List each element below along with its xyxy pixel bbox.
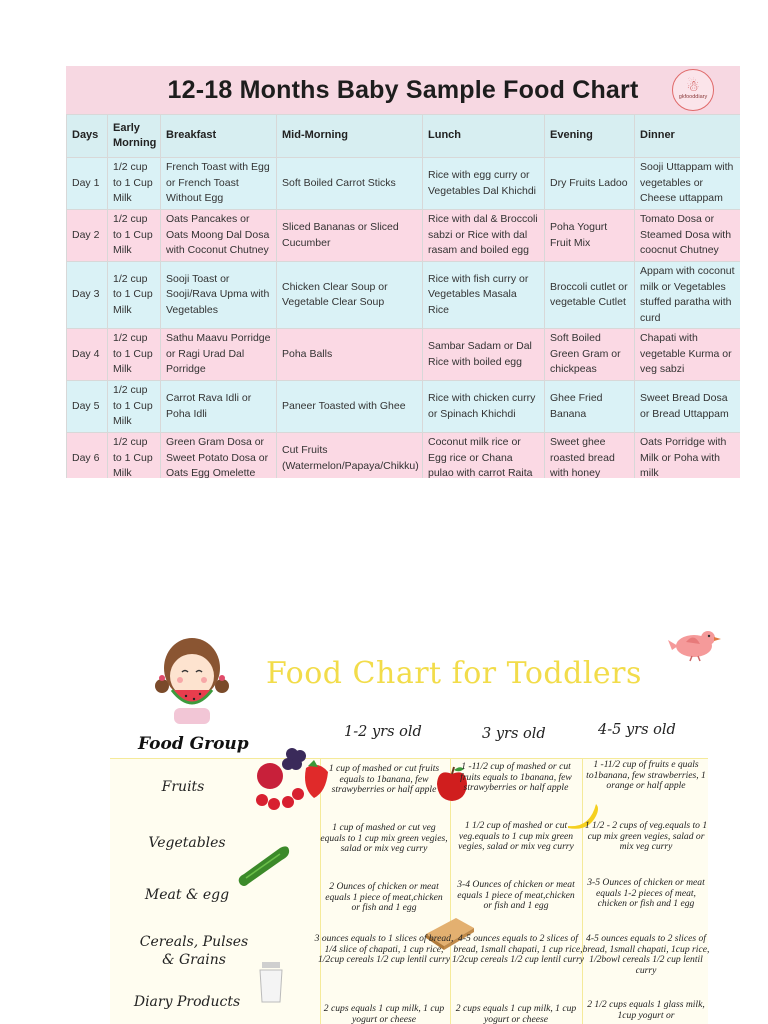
table-cell: Chapati with vegetable Kurma or veg sabzi: [635, 329, 741, 381]
table-cell: Ghee Fried Banana: [545, 381, 635, 433]
food-group-fruits: Fruits: [161, 779, 205, 795]
table-cell: Sweet ghee roasted bread with honey: [545, 433, 635, 479]
table-row: [67, 210, 741, 262]
chart-title: 12-18 Months Baby Sample Food Chart: [167, 75, 639, 104]
table-cell: Rice with egg curry or Vegetables Dal Khichdi: [423, 158, 545, 210]
table-cell: Green Gram Dosa or Sweet Potato Dosa or Oats Egg Omelette: [161, 433, 277, 479]
table-row: [67, 381, 741, 433]
serving-cell: 2 Ounces of chicken or meat equals 1 piece of meat,chicken or fish and 1 egg: [325, 881, 443, 914]
table-cell: Day 4: [67, 329, 108, 381]
table-cell: Rice with fish curry or Vegetables Masala Rice: [423, 262, 545, 329]
table-row: [67, 262, 741, 329]
table-cell: Sambar Sadam or Dal Rice with boiled egg: [423, 329, 545, 381]
table-cell: Dry Fruits Ladoo: [545, 158, 635, 210]
table-cell: 1/2 cup to 1 Cup Milk: [108, 433, 161, 479]
table-cell: French Toast with Egg or French Toast Without Egg: [161, 158, 277, 210]
table-cell: 1/2 cup to 1 Cup Milk: [108, 158, 161, 210]
table-row: [67, 329, 741, 381]
serving-cell: 3-4 Ounces of chicken or meat equals 1 piece of meat,chicken or fish and 1 egg: [457, 879, 575, 912]
column-header: Dinner: [635, 115, 741, 158]
table-row: [67, 158, 741, 210]
table-cell: 1/2 cup to 1 Cup Milk: [108, 329, 161, 381]
table-cell: Sweet Bread Dosa or Bread Uttappam: [635, 381, 741, 433]
table-cell: 1/2 cup to 1 Cup Milk: [108, 210, 161, 262]
table-cell: Day 2: [67, 210, 108, 262]
table-cell: Day 3: [67, 262, 108, 329]
table-cell: Soft Boiled Carrot Sticks: [277, 158, 423, 210]
table-cell: 1/2 cup to 1 Cup Milk: [108, 262, 161, 329]
serving-cell: 2 1/2 cups equals 1 glass milk, 1cup yogurt or: [587, 999, 705, 1021]
table-cell: Sooji Toast or Sooji/Rava Upma with Vegetables: [161, 262, 277, 329]
table-cell: Soft Boiled Green Gram or chickpeas: [545, 329, 635, 381]
serving-cell: 1 -11/2 cup of fruits e quals to1banana, few strawberries, 1 orange or half apple: [586, 759, 706, 792]
age-column-header: 3 yrs old: [482, 726, 546, 742]
serving-cell: 4-5 ounces equals to 2 slices of bread, 1small chapati, 1cup rice, 1/2bowl cereals 1/2 cup lentil curry: [582, 933, 710, 976]
table-cell: Oats Pancakes or Oats Moong Dal Dosa with Coconut Chutney: [161, 210, 277, 262]
table-cell: Oats Porridge with Milk or Poha with milk: [635, 433, 741, 479]
food-group-heading: Food Group: [138, 734, 249, 754]
serving-cell: 3 ounces equals to 1 slices of bread, 1/4 slice of chapati, 1 cup rice, 1/2cup cereals 1/2 cup lentil curry: [314, 933, 454, 966]
teddy-bear-icon: ☃: [686, 78, 700, 95]
serving-cell: 1 1/2 cup of mashed or cut veg.equals to 1 cup mix green vegies, salad or mix veg curry: [458, 820, 574, 853]
age-column-header: 1-2 yrs old: [344, 724, 422, 740]
toddler-chart-title: Food Chart for Toddlers: [266, 656, 642, 691]
food-group-vegetables: Vegetables: [148, 835, 226, 851]
serving-cell: 3-5 Ounces of chicken or meat equals 1-2 pieces of meat, chicken or fish and 1 egg: [587, 877, 705, 910]
table-cell: Appam with coconut milk or Vegetables stuffed paratha with curd: [635, 262, 741, 329]
table-cell: Sooji Uttappam with vegetables or Cheese uttappam: [635, 158, 741, 210]
girl-eating-watermelon-illustration: [150, 622, 234, 726]
table-cell: 1/2 cup to 1 Cup Milk: [108, 381, 161, 433]
serving-cell: 1 cup of mashed or cut veg equals to 1 cup mix green vegies, salad or mix veg curry: [320, 822, 448, 855]
table-cell: Day 5: [67, 381, 108, 433]
milk-bottle-illustration: [254, 958, 288, 1004]
table-cell: Poha Balls: [277, 329, 423, 381]
logo-text: gkfooddiary: [678, 94, 708, 100]
table-cell: Coconut milk rice or Egg rice or Chana pulao with carrot Raita: [423, 433, 545, 479]
baby-food-chart: [66, 66, 740, 478]
table-cell: Day 1: [67, 158, 108, 210]
table-cell: Rice with dal & Broccoli sabzi or Rice with dal rasam and boiled egg: [423, 210, 545, 262]
column-header: Evening: [545, 115, 635, 158]
column-header: Early Morning: [108, 115, 161, 158]
column-header: Lunch: [423, 115, 545, 158]
table-cell: Day 6: [67, 433, 108, 479]
table-cell: Sliced Bananas or Sliced Cucumber: [277, 210, 423, 262]
brand-logo: [672, 69, 714, 111]
table-cell: Cut Fruits (Watermelon/Papaya/Chikku): [277, 433, 423, 479]
chart-header: [66, 66, 740, 114]
table-header-row: [67, 115, 741, 158]
table-cell: Broccoli cutlet or vegetable Cutlet: [545, 262, 635, 329]
table-cell: Chicken Clear Soup or Vegetable Clear Soup: [277, 262, 423, 329]
table-cell: Rice with chicken curry or Spinach Khichdi: [423, 381, 545, 433]
column-header: Mid-Morning: [277, 115, 423, 158]
food-chart-table: [66, 114, 740, 478]
serving-cell: 1 1/2 - 2 cups of veg.equals to 1 cup mix green vegies, salad or mix veg curry: [584, 820, 708, 853]
serving-cell: 1 cup of mashed or cut fruits equals to 1banana, few strawyberries or half apple: [328, 763, 440, 796]
cucumber-illustration: [234, 842, 292, 890]
table-cell: Carrot Rava Idli or Poha Idli: [161, 381, 277, 433]
toddler-food-chart: [108, 618, 740, 1024]
age-column-header: 4-5 yrs old: [598, 722, 676, 738]
column-header: Breakfast: [161, 115, 277, 158]
food-group-dairy: Diary Products: [133, 994, 241, 1010]
table-cell: Paneer Toasted with Ghee: [277, 381, 423, 433]
table-cell: Poha Yogurt Fruit Mix: [545, 210, 635, 262]
table-cell: Sathu Maavu Porridge or Ragi Urad Dal Porridge: [161, 329, 277, 381]
table-cell: Tomato Dosa or Steamed Dosa with coocnut Chutney: [635, 210, 741, 262]
serving-cell: 2 cups equals 1 cup milk, 1 cup yogurt or cheese: [323, 1003, 445, 1024]
column-header: Days: [67, 115, 108, 158]
serving-cell: 2 cups equals 1 cup milk, 1 cup yogurt or cheese: [455, 1003, 577, 1024]
table-row: [67, 433, 741, 479]
food-group-meat-egg: Meat & egg: [144, 887, 230, 903]
serving-cell: 1 -11/2 cup of mashed or cut fruits equals to 1banana, few strawyberries or half apple: [460, 761, 572, 794]
food-group-cereals: Cereals, Pulses & Grains: [139, 934, 249, 968]
serving-cell: 4-5 ounces equals to 2 slices of bread, 1small chapati, 1 cup rice, 1/2cup cereals 1/2 cup lentil curry: [451, 933, 585, 966]
bird-illustration: [664, 622, 724, 662]
